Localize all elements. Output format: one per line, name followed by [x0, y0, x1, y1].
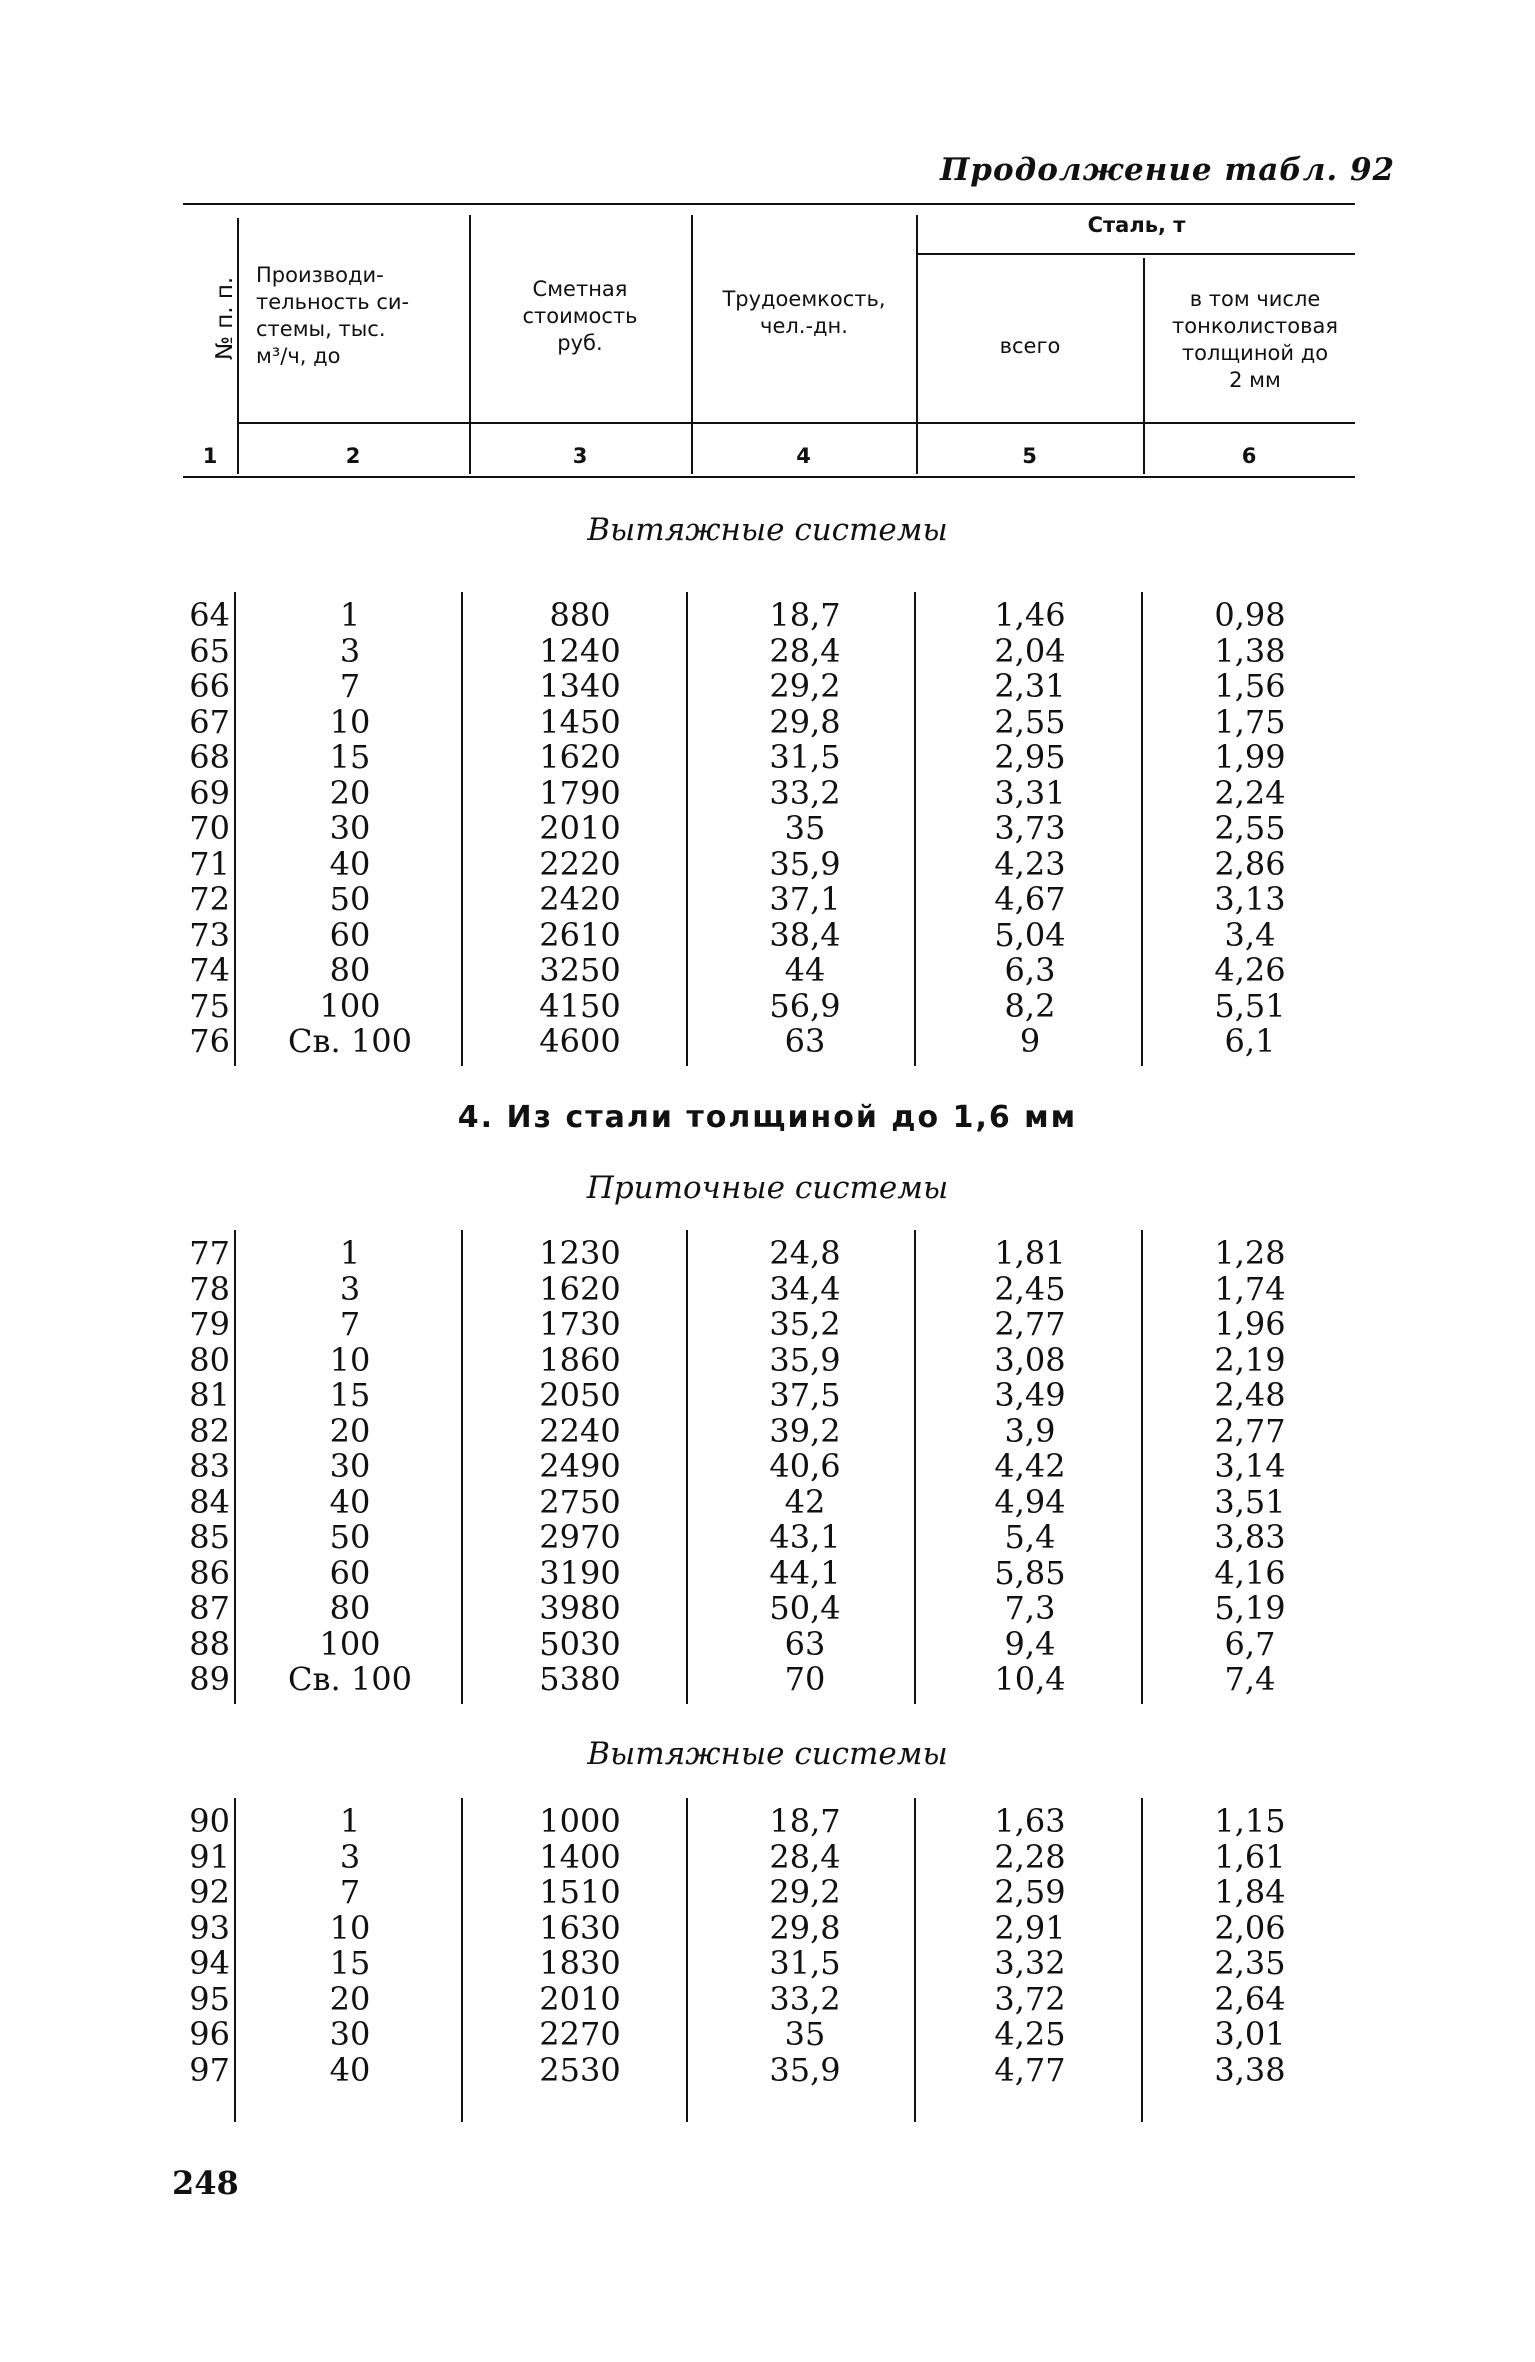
cell-cost: 1830	[539, 1944, 621, 1982]
cell-cost: 2610	[539, 915, 621, 954]
cell-steel-total: 3,08	[994, 1340, 1066, 1379]
cell-row-number: 72	[189, 880, 230, 918]
cell-cost: 880	[549, 596, 611, 634]
cell-capacity: 30	[329, 1447, 371, 1485]
cell-capacity: 40	[329, 1482, 371, 1521]
cell-cost: 5380	[539, 1660, 621, 1698]
cell-row-number: 96	[189, 2015, 230, 2053]
cell-capacity: 3	[339, 1269, 361, 1308]
cell-thin-steel: 3,38	[1214, 2050, 1286, 2089]
cell-capacity: 50	[329, 1518, 371, 1556]
cell-labor: 35,9	[769, 844, 841, 883]
column-number-5: 5	[1022, 444, 1037, 468]
cell-row-number: 70	[189, 809, 230, 847]
cell-capacity: 20	[329, 1979, 371, 2018]
cell-thin-steel: 1,15	[1214, 1802, 1286, 1840]
cell-steel-total: 1,81	[994, 1234, 1066, 1272]
cell-cost: 1620	[539, 1269, 621, 1308]
header-cost-line-3: руб.	[557, 331, 603, 355]
cell-row-number: 91	[189, 1837, 230, 1876]
cell-capacity: 15	[329, 1944, 371, 1982]
cell-labor: 38,4	[769, 915, 841, 954]
cell-row-number: 97	[189, 2050, 230, 2089]
cell-steel-total: 4,77	[994, 2050, 1066, 2089]
cell-cost: 2420	[539, 880, 621, 918]
cell-labor: 44	[784, 951, 826, 989]
cell-cost: 4150	[539, 986, 621, 1025]
cell-steel-total: 2,31	[994, 667, 1066, 705]
cell-labor: 24,8	[769, 1234, 841, 1272]
cell-thin-steel: 5,19	[1214, 1589, 1286, 1627]
cell-capacity: Св. 100	[288, 1022, 412, 1060]
header-capacity	[256, 262, 456, 370]
cell-labor: 35,2	[769, 1305, 841, 1343]
cell-steel-total: 3,9	[1004, 1411, 1056, 1450]
header-divider-2	[469, 215, 471, 474]
steel-header-rule	[918, 253, 1355, 255]
header-capacity-line-1: Производи-	[256, 263, 384, 287]
cell-steel-total: 10,4	[994, 1660, 1066, 1698]
column-number-2: 2	[345, 444, 361, 468]
cell-row-number: 90	[189, 1802, 230, 1840]
cell-steel-total: 2,77	[994, 1305, 1066, 1343]
cell-thin-steel: 1,84	[1214, 1873, 1286, 1911]
cell-thin-steel: 1,61	[1214, 1837, 1286, 1876]
cell-row-number: 94	[189, 1944, 230, 1982]
cell-labor: 37,5	[769, 1376, 841, 1414]
cell-capacity: 30	[329, 809, 371, 847]
cell-cost: 1630	[539, 1908, 621, 1947]
cell-steel-total: 1,46	[994, 596, 1066, 634]
cell-cost: 1730	[539, 1305, 621, 1343]
cell-labor: 18,7	[769, 1802, 841, 1840]
cell-row-number: 71	[189, 844, 230, 883]
cell-capacity: 40	[329, 844, 371, 883]
column-number-6: 6	[1241, 444, 1257, 468]
cell-thin-steel: 2,86	[1214, 844, 1286, 883]
cell-labor: 18,7	[769, 596, 841, 634]
cell-cost: 2010	[539, 1979, 621, 2018]
cell-steel-total: 2,95	[994, 738, 1066, 776]
cell-steel-total: 4,67	[994, 880, 1066, 918]
cell-cost: 3250	[539, 951, 621, 989]
cell-steel-total: 3,31	[994, 773, 1066, 812]
cell-row-number: 68	[189, 738, 230, 776]
cell-thin-steel: 2,24	[1214, 773, 1286, 812]
cell-row-number: 74	[189, 951, 230, 989]
cell-capacity: 50	[329, 880, 371, 918]
column-divider	[461, 1798, 463, 2122]
cell-capacity: 40	[329, 2050, 371, 2089]
cell-thin-steel: 4,16	[1214, 1553, 1286, 1592]
cell-steel-total: 2,55	[994, 702, 1066, 741]
cell-capacity: 1	[339, 1234, 361, 1272]
cell-labor: 29,2	[769, 667, 841, 705]
cell-steel-total: 2,04	[994, 631, 1066, 670]
cell-steel-total: 3,72	[994, 1979, 1066, 2018]
section-exhaust-systems-2: Вытяжные системы	[587, 1736, 948, 1772]
cell-labor: 28,4	[769, 631, 841, 670]
cell-cost: 5030	[539, 1624, 621, 1663]
column-divider	[686, 592, 688, 1066]
column-divider	[461, 1230, 463, 1704]
column-divider	[1141, 592, 1143, 1066]
cell-steel-total: 4,23	[994, 844, 1066, 883]
header-labor	[693, 286, 915, 340]
cell-thin-steel: 3,14	[1214, 1447, 1286, 1485]
cell-thin-steel: 6,7	[1224, 1624, 1276, 1663]
cell-thin-steel: 2,77	[1214, 1411, 1286, 1450]
cell-thin-steel: 1,28	[1214, 1234, 1286, 1272]
cell-cost: 2220	[539, 844, 621, 883]
cell-row-number: 76	[189, 1022, 230, 1060]
cell-thin-steel: 1,38	[1214, 631, 1286, 670]
column-divider	[1141, 1798, 1143, 2122]
header-thin-steel-line-3: толщиной до	[1181, 341, 1329, 365]
cell-steel-total: 1,63	[994, 1802, 1066, 1840]
cell-capacity: 80	[329, 1589, 371, 1627]
cell-capacity: 30	[329, 2015, 371, 2053]
cell-capacity: 20	[329, 773, 371, 812]
cell-labor: 31,5	[769, 1944, 841, 1982]
cell-steel-total: 4,25	[994, 2015, 1066, 2053]
cell-cost: 2970	[539, 1518, 621, 1556]
cell-labor: 39,2	[769, 1411, 841, 1450]
cell-capacity: 1	[339, 596, 361, 634]
cell-row-number: 84	[189, 1482, 230, 1521]
cell-labor: 70	[784, 1660, 826, 1698]
cell-row-number: 73	[189, 915, 230, 954]
cell-labor: 29,8	[769, 1908, 841, 1947]
cell-thin-steel: 1,74	[1214, 1269, 1286, 1308]
cell-labor: 37,1	[769, 880, 841, 918]
header-rule-lower	[237, 422, 1355, 424]
cell-capacity: 7	[339, 1305, 361, 1343]
cell-capacity: 10	[329, 1340, 371, 1379]
cell-row-number: 82	[189, 1411, 230, 1450]
cell-thin-steel: 3,51	[1214, 1482, 1286, 1521]
cell-labor: 33,2	[769, 773, 841, 812]
header-thin-steel-line-1: в том числе	[1189, 287, 1321, 311]
cell-cost: 1860	[539, 1340, 621, 1379]
cell-capacity: 80	[329, 951, 371, 989]
cell-capacity: 10	[329, 702, 371, 741]
cell-thin-steel: 2,19	[1214, 1340, 1286, 1379]
cell-steel-total: 2,28	[994, 1837, 1066, 1876]
cell-labor: 56,9	[769, 986, 841, 1025]
cell-steel-total: 6,3	[1004, 951, 1056, 989]
header-thin-steel-line-4: 2 мм	[1229, 368, 1281, 392]
header-row-number: № п. п.	[212, 276, 238, 360]
cell-capacity: Св. 100	[288, 1660, 412, 1698]
cell-steel-total: 9	[1019, 1022, 1041, 1060]
cell-row-number: 89	[189, 1660, 230, 1698]
cell-row-number: 78	[189, 1269, 230, 1308]
cell-capacity: 60	[329, 915, 371, 954]
cell-capacity: 1	[339, 1802, 361, 1840]
cell-thin-steel: 1,96	[1214, 1305, 1286, 1343]
header-capacity-line-3: стемы, тыс.	[256, 317, 386, 341]
cell-labor: 35,9	[769, 2050, 841, 2089]
cell-capacity: 20	[329, 1411, 371, 1450]
cell-thin-steel: 1,56	[1214, 667, 1286, 705]
cell-row-number: 66	[189, 667, 230, 705]
cell-labor: 44,1	[769, 1553, 841, 1592]
cell-cost: 3190	[539, 1553, 621, 1592]
cell-cost: 1450	[539, 702, 621, 741]
cell-cost: 1510	[539, 1873, 621, 1911]
cell-row-number: 75	[189, 986, 230, 1025]
cell-capacity: 7	[339, 1873, 361, 1911]
column-divider	[234, 1798, 236, 2122]
header-cost-line-2: стоимость	[522, 304, 638, 328]
cell-steel-total: 5,4	[1004, 1518, 1056, 1556]
cell-row-number: 86	[189, 1553, 230, 1592]
cell-row-number: 67	[189, 702, 230, 741]
cell-thin-steel: 3,4	[1224, 915, 1276, 954]
cell-cost: 2750	[539, 1482, 621, 1521]
column-divider	[914, 1798, 916, 2122]
continuation-title: Продолжение табл. 92	[940, 152, 1396, 188]
cell-row-number: 81	[189, 1376, 230, 1414]
cell-cost: 2010	[539, 809, 621, 847]
cell-cost: 1000	[539, 1802, 621, 1840]
cell-thin-steel: 1,99	[1214, 738, 1286, 776]
cell-steel-total: 9,4	[1004, 1624, 1056, 1663]
header-cost	[480, 276, 680, 357]
cell-steel-total: 5,04	[994, 915, 1066, 954]
cell-row-number: 83	[189, 1447, 230, 1485]
cell-cost: 2490	[539, 1447, 621, 1485]
cell-labor: 31,5	[769, 738, 841, 776]
section-exhaust-systems-1: Вытяжные системы	[587, 512, 948, 548]
cell-cost: 2240	[539, 1411, 621, 1450]
cell-cost: 1240	[539, 631, 621, 670]
cell-row-number: 85	[189, 1518, 230, 1556]
cell-thin-steel: 6,1	[1224, 1022, 1276, 1060]
cell-thin-steel: 2,48	[1214, 1376, 1286, 1414]
cell-row-number: 79	[189, 1305, 230, 1343]
cell-capacity: 100	[319, 1624, 381, 1663]
cell-thin-steel: 3,83	[1214, 1518, 1286, 1556]
cell-thin-steel: 3,01	[1214, 2015, 1286, 2053]
column-number-3: 3	[572, 444, 588, 468]
cell-capacity: 3	[339, 1837, 361, 1876]
cell-capacity: 15	[329, 738, 371, 776]
cell-steel-total: 4,94	[994, 1482, 1066, 1521]
cell-thin-steel: 1,75	[1214, 702, 1286, 741]
cell-cost: 1340	[539, 667, 621, 705]
header-thin-steel-line-2: тонколистовая	[1172, 314, 1338, 338]
cell-row-number: 64	[189, 596, 230, 634]
header-steel-total: всего	[999, 334, 1061, 358]
column-number-4: 4	[796, 444, 811, 468]
cell-thin-steel: 5,51	[1214, 986, 1286, 1025]
cell-labor: 43,1	[769, 1518, 841, 1556]
cell-row-number: 80	[189, 1340, 230, 1379]
page-number: 248	[172, 2164, 239, 2202]
section-group-4: 4. Из стали толщиной до 1,6 мм	[457, 1100, 1078, 1135]
cell-thin-steel: 3,13	[1214, 880, 1286, 918]
cell-labor: 29,8	[769, 702, 841, 741]
header-capacity-line-2: тельность си-	[256, 290, 410, 314]
header-divider-3	[691, 215, 693, 474]
cell-capacity: 60	[329, 1553, 371, 1592]
cell-steel-total: 3,49	[994, 1376, 1066, 1414]
table-top-rule	[183, 203, 1355, 205]
cell-capacity: 15	[329, 1376, 371, 1414]
cell-labor: 42	[784, 1482, 826, 1521]
cell-row-number: 77	[189, 1234, 230, 1272]
cell-cost: 4600	[539, 1022, 621, 1060]
cell-thin-steel: 2,55	[1214, 809, 1286, 847]
cell-row-number: 95	[189, 1979, 230, 2018]
cell-cost: 1400	[539, 1837, 621, 1876]
cell-labor: 35	[784, 809, 826, 847]
cell-labor: 50,4	[769, 1589, 841, 1627]
cell-steel-total: 4,42	[994, 1447, 1066, 1485]
cell-labor: 63	[784, 1624, 826, 1663]
header-thin-steel	[1150, 286, 1360, 394]
column-divider	[686, 1230, 688, 1704]
header-cost-line-1: Сметная	[532, 277, 628, 301]
column-divider	[914, 1230, 916, 1704]
cell-labor: 63	[784, 1022, 826, 1060]
header-labor-line-2: чел.-дн.	[760, 314, 848, 338]
cell-steel-total: 3,73	[994, 809, 1066, 847]
cell-row-number: 92	[189, 1873, 230, 1911]
cell-capacity: 100	[319, 986, 381, 1025]
cell-steel-total: 2,91	[994, 1908, 1066, 1947]
cell-thin-steel: 2,64	[1214, 1979, 1286, 2018]
cell-row-number: 88	[189, 1624, 230, 1663]
header-divider-5	[1143, 258, 1145, 474]
cell-cost: 1230	[539, 1234, 621, 1272]
cell-steel-total: 2,45	[994, 1269, 1066, 1308]
cell-steel-total: 7,3	[1004, 1589, 1056, 1627]
cell-cost: 3980	[539, 1589, 621, 1627]
cell-row-number: 93	[189, 1908, 230, 1947]
column-divider	[914, 592, 916, 1066]
cell-labor: 28,4	[769, 1837, 841, 1876]
cell-thin-steel: 2,35	[1214, 1944, 1286, 1982]
column-divider	[234, 1230, 236, 1704]
cell-labor: 29,2	[769, 1873, 841, 1911]
cell-steel-total: 8,2	[1004, 986, 1056, 1025]
cell-capacity: 3	[339, 631, 361, 670]
cell-capacity: 7	[339, 667, 361, 705]
cell-thin-steel: 2,06	[1214, 1908, 1286, 1947]
column-divider	[461, 592, 463, 1066]
column-number-1: 1	[202, 444, 218, 468]
cell-thin-steel: 7,4	[1224, 1660, 1276, 1698]
cell-cost: 2050	[539, 1376, 621, 1414]
cell-labor: 35	[784, 2015, 826, 2053]
cell-row-number: 69	[189, 773, 230, 812]
column-divider	[686, 1798, 688, 2122]
header-capacity-line-4: м³/ч, до	[256, 344, 341, 368]
header-steel: Сталь, т	[1087, 213, 1186, 237]
column-divider	[234, 592, 236, 1066]
cell-thin-steel: 0,98	[1214, 596, 1286, 634]
cell-steel-total: 2,59	[994, 1873, 1066, 1911]
cell-cost: 2270	[539, 2015, 621, 2053]
cell-row-number: 65	[189, 631, 230, 670]
cell-thin-steel: 4,26	[1214, 951, 1286, 989]
cell-cost: 2530	[539, 2050, 621, 2089]
cell-steel-total: 5,85	[994, 1553, 1066, 1592]
column-divider	[1141, 1230, 1143, 1704]
cell-cost: 1790	[539, 773, 621, 812]
cell-cost: 1620	[539, 738, 621, 776]
cell-capacity: 10	[329, 1908, 371, 1947]
cell-labor: 33,2	[769, 1979, 841, 2018]
header-labor-line-1: Трудоемкость,	[722, 287, 886, 311]
section-supply-systems: Приточные системы	[586, 1170, 949, 1206]
cell-labor: 40,6	[769, 1447, 841, 1485]
cell-labor: 34,4	[769, 1269, 841, 1308]
cell-steel-total: 3,32	[994, 1944, 1066, 1982]
column-numbers-rule	[183, 476, 1355, 478]
cell-row-number: 87	[189, 1589, 230, 1627]
cell-labor: 35,9	[769, 1340, 841, 1379]
